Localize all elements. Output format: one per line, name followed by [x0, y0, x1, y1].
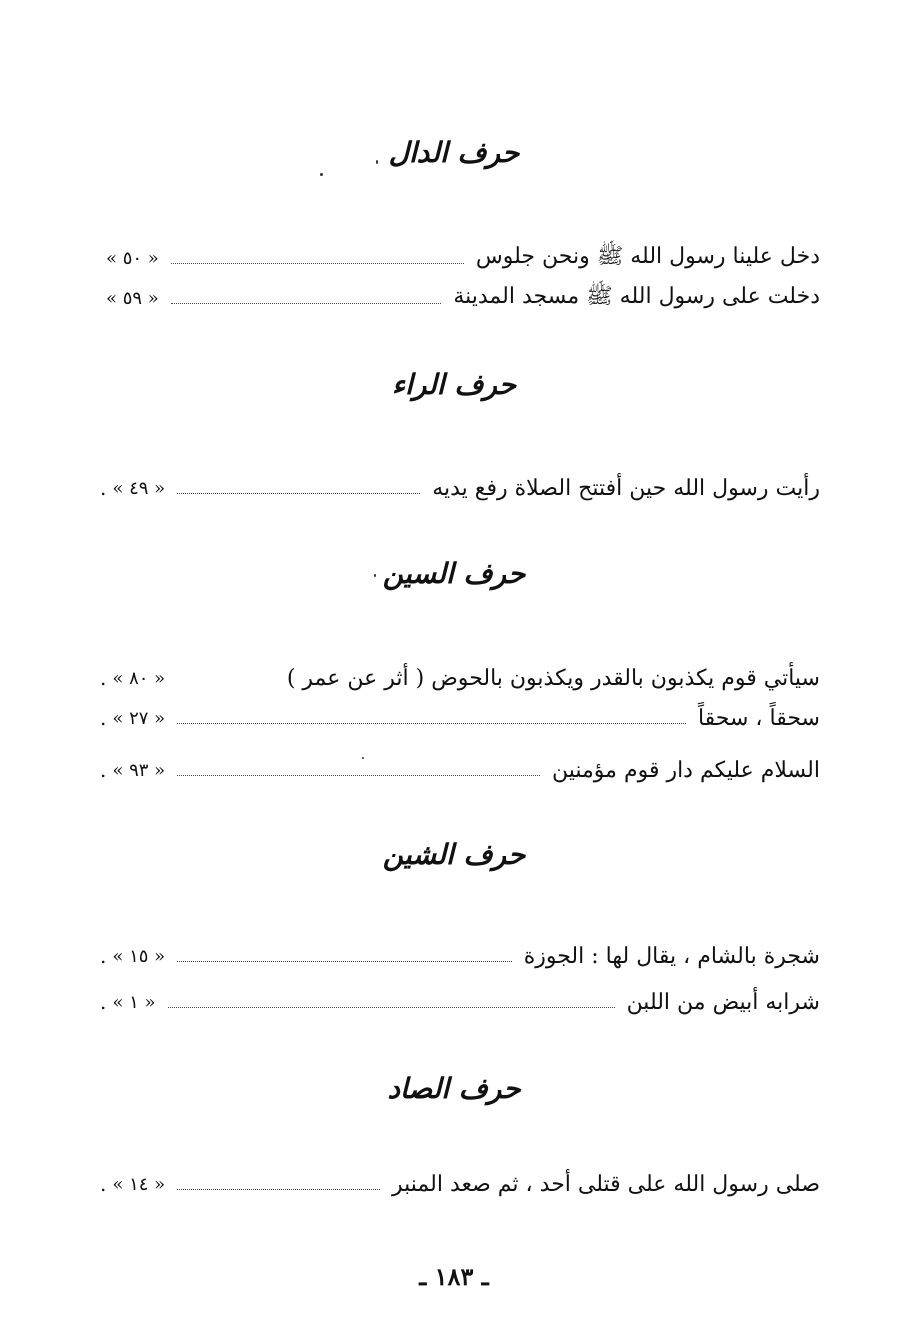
dot-leader [168, 1007, 615, 1008]
index-entry [100, 240, 820, 276]
scan-speck [374, 574, 376, 577]
entry-text: صلى رسول الله على قتلى أحد ، ثم صعد المنبر [392, 1171, 820, 1197]
entry-end-mark: . [100, 1172, 107, 1196]
scan-speck [320, 173, 323, 176]
dot-leader [177, 961, 512, 962]
index-entry [100, 280, 820, 316]
index-entry [100, 752, 820, 788]
entry-reference: « ١٤ » [112, 1173, 166, 1195]
entry-text: شجرة بالشام ، يقال لها : الجوزة [523, 943, 820, 969]
entry-reference: « ٥٠ » [106, 247, 159, 269]
index-entry [100, 984, 820, 1020]
entry-reference: « ٢٧ » [112, 707, 166, 729]
entry-reference: « ٥٩ » [106, 287, 159, 309]
dot-leader [177, 723, 686, 724]
entry-text: شرابه أبيض من اللبن [626, 989, 820, 1015]
section-heading-dal: حرف الدال [388, 136, 520, 169]
entry-end-mark: . [100, 666, 107, 690]
entry-end-mark: . [100, 706, 107, 730]
entry-text: رأيت رسول الله حين أفتتح الصلاة رفع يديه [432, 475, 820, 501]
entry-reference: « ١٥ » [112, 945, 166, 967]
section-heading-sin: حرف السين [382, 557, 526, 590]
section-heading-shin: حرف الشين [382, 838, 526, 871]
entry-end-mark: . [100, 758, 107, 782]
index-entry [100, 938, 820, 974]
dot-leader [177, 1189, 380, 1190]
entry-text: دخلت على رسول الله ﷺ مسجد المدينة [453, 284, 820, 309]
dot-leader [171, 303, 442, 304]
dot-leader [171, 263, 464, 264]
index-entry [100, 1166, 820, 1202]
section-heading-ra: حرف الراء [391, 368, 517, 401]
index-entry [100, 470, 820, 506]
entry-reference: « ٨٠ » [112, 667, 166, 689]
entry-text: السلام عليكم دار قوم مؤمنين [552, 757, 820, 783]
entry-text: سحقاً ، سحقاً [697, 705, 820, 731]
page-number: ـ ١٨٣ ـ [419, 1262, 489, 1291]
entry-end-mark: . [100, 990, 107, 1014]
entry-reference: « ١ » [112, 991, 156, 1013]
index-entry [100, 700, 820, 736]
section-heading-sad: حرف الصاد [387, 1072, 521, 1105]
scan-speck [376, 160, 378, 164]
entry-text: دخل علينا رسول الله ﷺ ونحن جلوس [475, 244, 820, 269]
entry-text: سيأتي قوم يكذبون بالقدر ويكذبون بالحوض ( أثر عن عمر ) [286, 665, 820, 691]
entry-reference: « ٤٩ » [112, 477, 166, 499]
index-entry [100, 660, 820, 696]
entry-end-mark: . [100, 476, 107, 500]
scan-speck [362, 757, 364, 759]
entry-end-mark: . [100, 944, 107, 968]
entry-reference: « ٩٣ » [112, 759, 166, 781]
dot-leader [177, 493, 420, 494]
dot-leader [177, 775, 540, 776]
